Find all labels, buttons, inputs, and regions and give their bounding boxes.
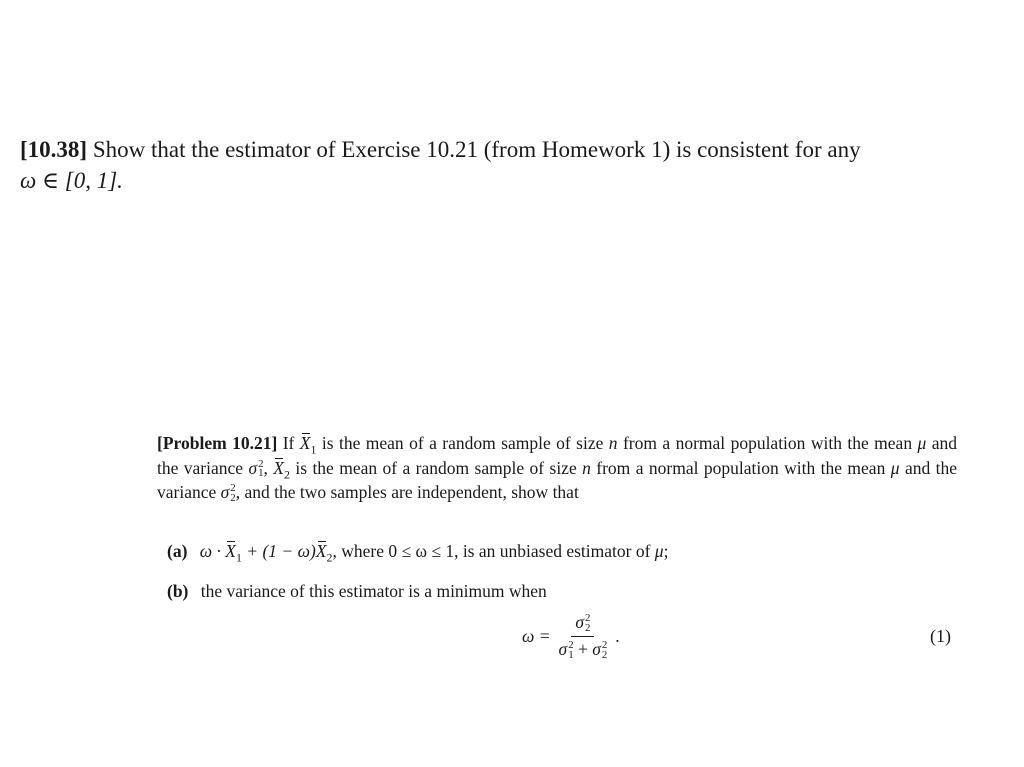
exercise-text: Show that the estimator of Exercise 10.21 (from Homework 1) is consistent for any	[92, 137, 861, 162]
problem-10-21: [Problem 10.21] If $X_1$ is the mean of a random sample of size n from a normal population with the mean μ and the variance σ 2 1 , $X_2$ is the mean of a random sample of size n from a normal population with the mean μ and the variance σ 2 2 , and the two samples are independent, show that	[157, 433, 957, 504]
problem-text-1: is the mean of a random sample of size	[321, 433, 604, 453]
n-symbol: n	[582, 457, 591, 478]
sigma-symbol: σ	[248, 457, 258, 478]
item-b-label: (b)	[167, 581, 189, 601]
problem-label: [Problem 10.21]	[157, 433, 278, 453]
problem-text-4: is the mean of a random sample of size	[295, 457, 577, 478]
item-b	[167, 579, 547, 603]
exercise-domain: ω ∈ [0, 1].	[20, 168, 123, 193]
xbar-symbol: X	[273, 456, 284, 481]
item-a-label: (a)	[167, 541, 188, 561]
mu-symbol: μ	[890, 457, 900, 478]
item-a-end: ;	[663, 541, 669, 561]
problem-if: If	[282, 433, 295, 453]
n-symbol: n	[608, 433, 618, 453]
problem-text-6: and the variance	[157, 457, 957, 502]
sigma-symbol: σ	[220, 482, 230, 502]
mu-symbol: μ	[917, 433, 927, 453]
formula-numerator: σ 2 2	[571, 612, 594, 637]
mu-symbol: μ	[654, 541, 664, 561]
xbar-symbol: X	[225, 541, 236, 561]
formula-lhs: ω =	[522, 625, 551, 646]
problem-text-5: from a normal population with the mean	[596, 457, 886, 478]
exercise-10-38	[20, 134, 1014, 196]
formula-tail: .	[615, 625, 620, 646]
problem-text-2: from a normal population with the mean	[622, 433, 913, 453]
item-a: (a) $\omega \cdot X_1 + (1 - \omega)X_2$, where 0 ≤ ω ≤ 1, is an unbiased estimator of μ;	[167, 541, 669, 565]
xbar-symbol: X	[315, 541, 327, 561]
item-b-text: the variance of this estimator is a minimum when	[200, 581, 547, 601]
problem-text-7: , and the two samples are independent, show that	[235, 482, 579, 502]
xbar-symbol: X	[300, 431, 311, 456]
equation-number: (1)	[930, 626, 951, 646]
exercise-label: [10.38]	[20, 137, 88, 162]
problem-text-3: and the variance	[157, 433, 957, 478]
item-a-math-lead: ω ·	[199, 541, 226, 561]
formula-fraction	[555, 612, 612, 661]
item-a-math-mid: + (1 − ω)	[241, 541, 316, 561]
formula-denominator: σ 2 1 + σ 2 2	[558, 638, 608, 661]
omega-formula	[522, 612, 620, 661]
item-a-text: , where 0 ≤ ω ≤ 1, is an unbiased estimator of	[332, 541, 651, 561]
